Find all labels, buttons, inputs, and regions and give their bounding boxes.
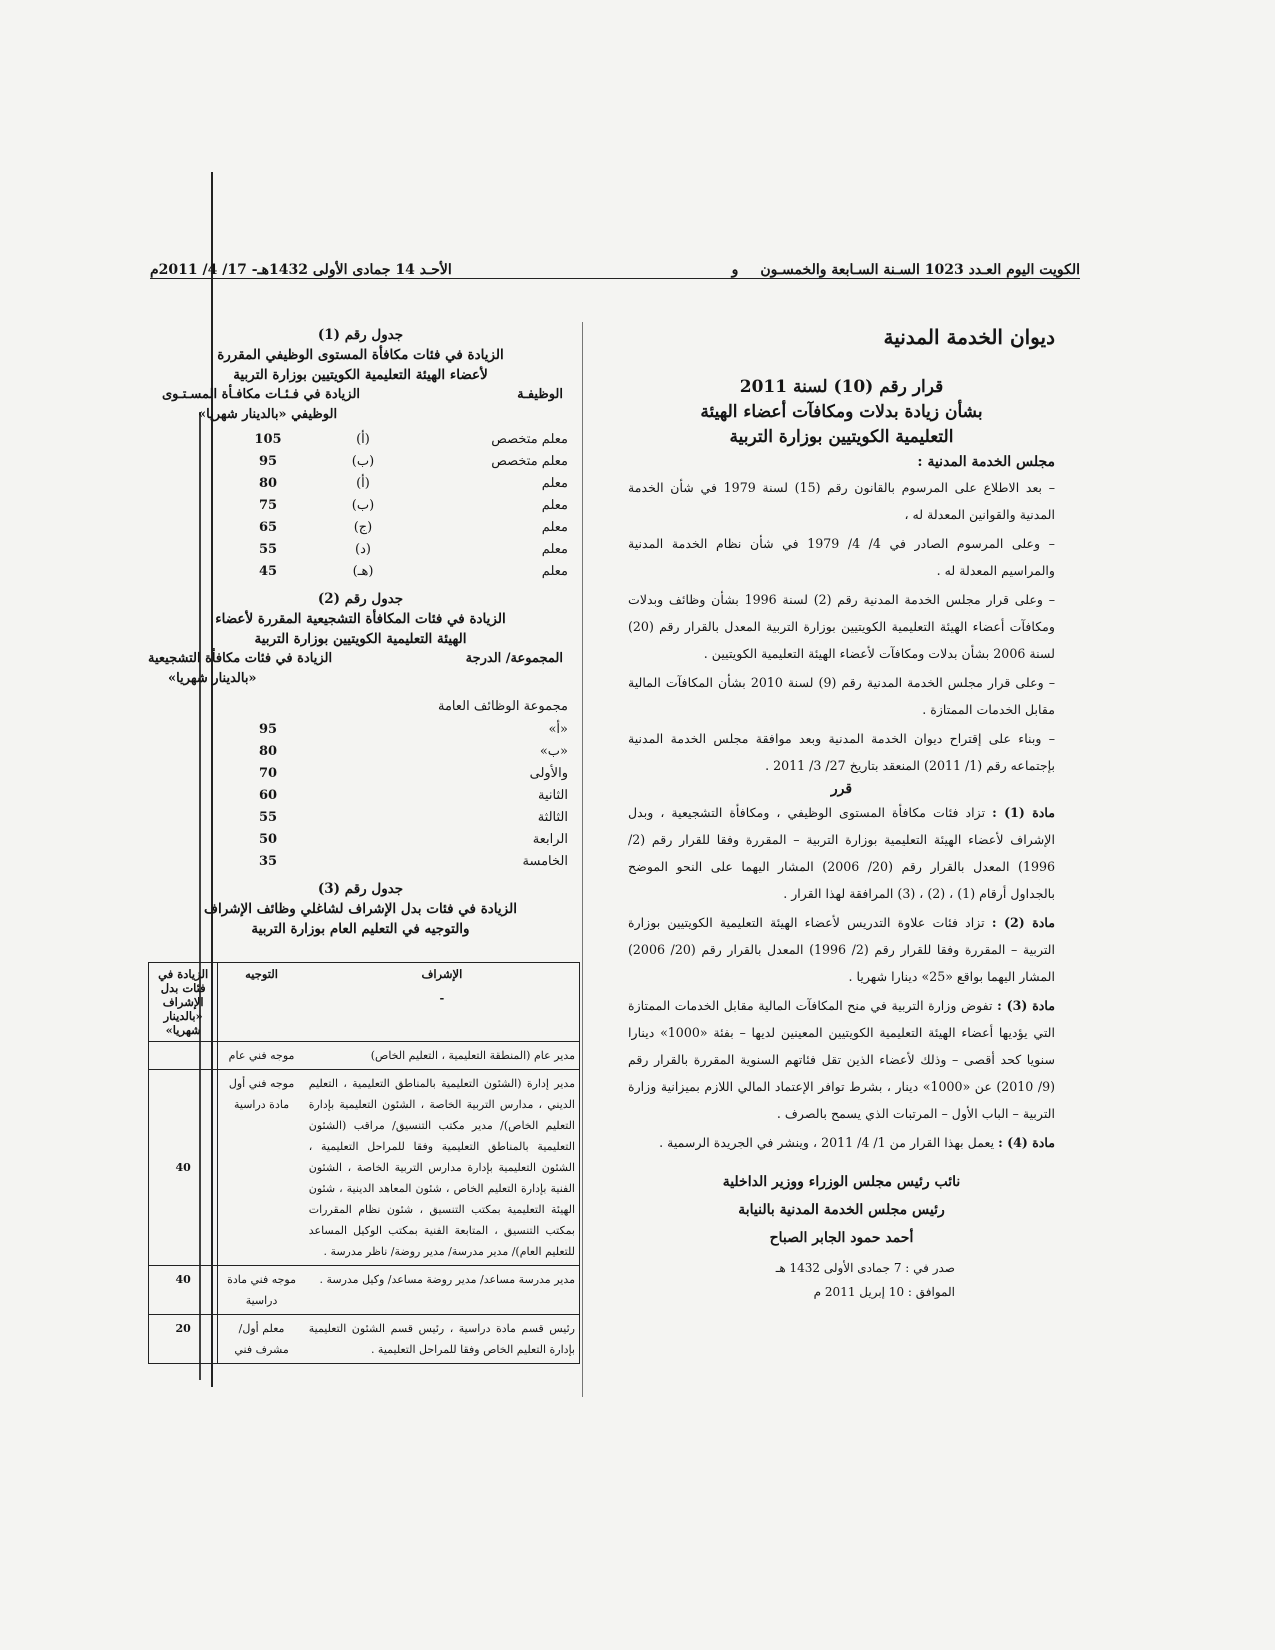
header-mark: و bbox=[731, 262, 739, 278]
table-row bbox=[148, 517, 573, 539]
grade-cell: (ج) bbox=[353, 520, 373, 535]
table3-title bbox=[148, 879, 573, 939]
value-cell: 95 bbox=[258, 454, 278, 469]
value-cell: 60 bbox=[258, 788, 278, 803]
article-2 bbox=[628, 909, 1055, 990]
table-row bbox=[148, 719, 573, 741]
job-cell: معلم bbox=[541, 498, 568, 513]
value-cell: 45 bbox=[258, 564, 278, 579]
table2-title-line: الهيئة التعليمية الكويتيين بوزارة التربية bbox=[254, 631, 467, 647]
grade-cell: الرابعة bbox=[532, 832, 568, 847]
preamble-paragraph: – وبناء على إقتراح ديوان الخدمة المدنية وبعد موافقة مجلس الخدمة المدنية بإجتماعه رقم (1/ 2011) المنعقد بتاريخ 27/ 3/ 2011 . bbox=[628, 731, 1055, 773]
table-row bbox=[148, 561, 573, 583]
table-row bbox=[148, 763, 573, 785]
table3-title-line: والتوجيه في التعليم العام بوزارة التربية bbox=[251, 921, 470, 937]
tables-column bbox=[148, 325, 573, 939]
table1-col-increase: الزيادة في فـئـات مكافـأة المسـتـوى bbox=[162, 387, 361, 402]
column-divider bbox=[582, 322, 583, 1397]
table3-col-supervision bbox=[305, 963, 579, 1042]
job-cell: معلم bbox=[541, 476, 568, 491]
table-row bbox=[149, 1266, 579, 1315]
value-cell: 50 bbox=[258, 832, 278, 847]
table-row bbox=[148, 807, 573, 829]
article-text: تزاد فئات مكافأة المستوى الوظيفي ، ومكافأة التشجيعية ، وبدل الإشراف لأعضاء الهيئة التعليمية بوزارة التربية – المقررة وفقا للقرار رقم (2/ 1996) المعدل بالقرار رقم (20/ 2006) المشار اليهما على النحو الموضح بالجداول أرقام (1) ، (2) ، (3) المرافقة لهذا القرار . bbox=[628, 805, 1056, 901]
table1-title-line: الزيادة في فئات مكافأة المستوى الوظيفي المقررة bbox=[217, 347, 504, 363]
signature-line: نائب رئيس مجلس الوزراء ووزير الداخلية bbox=[722, 1174, 961, 1190]
job-cell: معلم bbox=[541, 542, 568, 557]
grade-cell: (ب) bbox=[351, 498, 375, 513]
page-header bbox=[150, 244, 1080, 279]
article-label: مادة (2) : bbox=[991, 915, 1055, 930]
supervision-cell: رئيس قسم مادة دراسية ، رئيس قسم الشئون التعليمية بإدارة التعليم الخاص وفقا للمراحل التعليمية . bbox=[308, 1322, 575, 1356]
article-3 bbox=[628, 992, 1055, 1127]
preamble-paragraph: – بعد الاطلاع على المرسوم بالقانون رقم (15) لسنة 1979 في شأن الخدمة المدنية والقوانين المعدلة له ، bbox=[628, 480, 1056, 522]
guidance-cell: معلم أول/ مشرف فني bbox=[234, 1322, 289, 1356]
table1-body bbox=[148, 429, 573, 583]
decision-title-line: بشأن زيادة بدلات ومكافآت أعضاء الهيئة bbox=[700, 402, 983, 422]
table3-col-increase: الزيادة في فئات بدل الإشراف «بالدينار شهريا» bbox=[149, 963, 218, 1042]
table2-unit: «بالدينار شهريا» bbox=[168, 671, 257, 686]
grade-cell: (أ) bbox=[356, 432, 370, 447]
decision-title-line: قرار رقم (10) لسنة 2011 bbox=[739, 377, 944, 397]
grade-cell: الثالثة bbox=[537, 810, 568, 825]
article-label: مادة (4) : bbox=[998, 1135, 1055, 1150]
table-row bbox=[149, 1042, 579, 1070]
job-cell: معلم متخصص bbox=[491, 454, 568, 469]
table-row bbox=[148, 829, 573, 851]
council-heading: مجلس الخدمة المدنية : bbox=[917, 454, 1055, 470]
increase-cell: 40 bbox=[149, 1070, 218, 1266]
table3-grid bbox=[149, 963, 579, 1363]
value-cell: 95 bbox=[258, 722, 278, 737]
guidance-cell: موجه فني مادة دراسية bbox=[218, 1266, 305, 1315]
increase-cell bbox=[149, 1042, 218, 1070]
table3-header-row bbox=[149, 963, 579, 1042]
decision-column bbox=[628, 325, 1055, 1304]
article-text: تزاد فئات علاوة التدريس لأعضاء الهيئة التعليمية الكويتيين بوزارة التربية – المقررة وفقا للقرار رقم (2/ 1996) المعدل بالقرار رقم (20/ 2006) المشار اليهما بواقع «25» دينارا شهريا . bbox=[628, 915, 1056, 984]
table2-title-line: جدول رقم (2) bbox=[317, 591, 404, 607]
value-cell: 80 bbox=[258, 744, 278, 759]
article-4 bbox=[628, 1129, 1055, 1156]
header-date: الأحـد 14 جمادى الأولى 1432هـ- 17/ 4/ 2011م bbox=[150, 262, 452, 278]
grade-cell: (ب) bbox=[351, 454, 375, 469]
grade-cell: «أ» bbox=[548, 722, 568, 737]
header-dash: - bbox=[439, 991, 445, 1005]
issue-date bbox=[628, 1256, 1055, 1304]
value-cell: 65 bbox=[258, 520, 278, 535]
table-row bbox=[148, 539, 573, 561]
grade-cell: الخامسة bbox=[522, 854, 568, 869]
table2-header bbox=[148, 649, 573, 669]
table1-header bbox=[148, 385, 573, 405]
table2-group-label: مجموعة الوظائف العامة bbox=[438, 699, 568, 714]
table2-body bbox=[148, 719, 573, 873]
grade-cell: «ب» bbox=[539, 744, 568, 759]
header-issue: الكويت اليوم العـدد 1023 السـنة السـابعة والخمسـون bbox=[760, 262, 1080, 278]
table1-title-line: جدول رقم (1) bbox=[317, 327, 404, 343]
job-cell: معلم bbox=[541, 520, 568, 535]
article-1 bbox=[628, 799, 1055, 907]
preamble-paragraph: – وعلى قرار مجلس الخدمة المدنية رقم (9) لسنة 2010 بشأن المكافآت المالية مقابل الخدمات الممتازة . bbox=[628, 675, 1055, 717]
guidance-cell: موجه فني أول مادة دراسية bbox=[218, 1070, 305, 1266]
value-cell: 55 bbox=[258, 810, 278, 825]
table3 bbox=[148, 962, 580, 1364]
table2-title-line: الزيادة في فئات المكافأة التشجيعية المقررة لأعضاء bbox=[215, 611, 506, 627]
table3-title-line: جدول رقم (3) bbox=[317, 881, 404, 897]
table1-title-line: لأعضاء الهيئة التعليمية الكويتيين بوزارة التربية bbox=[233, 367, 488, 383]
table-row bbox=[148, 495, 573, 517]
table2-title bbox=[148, 589, 573, 649]
preamble-paragraph: – وعلى المرسوم الصادر في 4/ 4/ 1979 في شأن نظام الخدمة المدنية والمراسيم المعدلة له . bbox=[628, 536, 1055, 578]
article-text: يعمل بهذا القرار من 1/ 4/ 2011 ، وينشر في الجريدة الرسمية . bbox=[659, 1135, 995, 1150]
grade-cell: الثانية bbox=[538, 788, 568, 803]
increase-cell: 20 bbox=[149, 1315, 218, 1364]
signature-line: رئيس مجلس الخدمة المدنية بالنيابة bbox=[738, 1202, 945, 1218]
table-row bbox=[148, 851, 573, 873]
supervision-cell: مدير مدرسة مساعد/ مدير روضة مساعد/ وكيل مدرسة . bbox=[305, 1266, 579, 1315]
value-cell: 105 bbox=[254, 432, 282, 447]
preamble-paragraph: – وعلى قرار مجلس الخدمة المدنية رقم (2) لسنة 1996 بشأن وظائف وبدلات ومكافآت أعضاء الهيئة التعليمية الكويتيين بوزارة التربية المعدل بالقرار رقم (20) لسنة 2006 بشأن بدلات ومكافآت لأعضاء الهيئة التعليمية الكويتيين . bbox=[628, 592, 1055, 661]
table2-col-increase: الزيادة في فئات مكافأة التشجيعية bbox=[148, 651, 333, 666]
job-cell: معلم bbox=[541, 564, 568, 579]
value-cell: 75 bbox=[258, 498, 278, 513]
value-cell: 35 bbox=[258, 854, 278, 869]
department-name: ديوان الخدمة المدنية bbox=[883, 325, 1055, 349]
supervision-cell: مدير إدارة (الشئون التعليمية بالمناطق التعليمية ، التعليم الديني ، مدارس التربية الخاصة ، الشئون التعليمية بإدارة التعليم الخاص)/ مدير مكتب التنسيق/ مراقب (الشئون التعليمية بالمناطق التعليمية وفقا للمراحل التعليمية ، الشئون التعليمية بإدارة مدارس التربية الخاصة ، الشئون الفنية بإدارة التعليم الخاص ، شئون المعاهد الدينية ، شئون الهيئة التعليمية بمكتب التنسيق ، شئون نظام المقررات بمكتب التنسيق ، المتابعة الفنية بمكتب الوكيل المساعد للتعليم العام)/ مدير مدرسة/ مدير روضة/ ناظر مدرسة . bbox=[305, 1070, 579, 1266]
decision-title bbox=[628, 375, 1055, 450]
col-supervision-label: الإشراف bbox=[421, 967, 463, 981]
table1-col-job: الوظيفـة bbox=[517, 387, 563, 402]
job-cell: معلم متخصص bbox=[491, 432, 568, 447]
grade-cell: والأولى bbox=[529, 766, 568, 781]
grade-cell: (د) bbox=[355, 542, 371, 557]
table-row bbox=[148, 741, 573, 763]
table3-col-guidance: التوجيه bbox=[218, 963, 305, 1042]
article-label: مادة (3) : bbox=[997, 998, 1055, 1013]
table-row bbox=[149, 1070, 579, 1266]
grade-cell: (أ) bbox=[356, 476, 370, 491]
supervision-cell: مدير عام (المنطقة التعليمية ، التعليم الخاص) bbox=[305, 1042, 579, 1070]
decision-title-line: التعليمية الكويتيين بوزارة التربية bbox=[729, 427, 954, 447]
table2-col-group: المجموعة/ الدرجة bbox=[465, 651, 563, 666]
value-cell: 70 bbox=[258, 766, 278, 781]
table-row bbox=[148, 451, 573, 473]
decided-heading: قرر bbox=[830, 781, 853, 797]
table1-title bbox=[148, 325, 573, 385]
table-row bbox=[149, 1315, 579, 1364]
guidance-cell: موجه فني عام bbox=[218, 1042, 305, 1070]
signature-line: أحمد حمود الجابر الصباح bbox=[769, 1230, 914, 1246]
table-row bbox=[148, 785, 573, 807]
value-cell: 80 bbox=[258, 476, 278, 491]
increase-cell: 40 bbox=[149, 1266, 218, 1315]
table-row bbox=[148, 473, 573, 495]
table3-title-line: الزيادة في فئات بدل الإشراف لشاغلي وظائف الإشراف bbox=[204, 901, 517, 917]
article-label: مادة (1) : bbox=[992, 805, 1055, 820]
signature-block bbox=[628, 1168, 1055, 1252]
table1-unit: الوظيفي «بالدينار شهريا» bbox=[198, 407, 338, 422]
grade-cell: (هـ) bbox=[352, 564, 374, 579]
article-text: تفوض وزارة التربية في منح المكافآت المالية مقابل الخدمات الممتازة التي يؤديها أعضاء الهيئة التعليمية الكويتيين المعينين لديها – بفئة «1000» دينارا سنويا كحد أقصى – وذلك لأعضاء الذين تقل فئاتهم السنوية المقررة بالقرار رقم (9/ 2010) عن «1000» دينار ، بشرط توافر الإعتماد المالي اللازم بميزانية وزارة التربية – الباب الأول – المرتبات الذي يسمح بالصرف . bbox=[628, 998, 1055, 1121]
issued-hijri: صدر في : 7 جمادى الأولى 1432 هـ bbox=[775, 1261, 955, 1275]
value-cell: 55 bbox=[258, 542, 278, 557]
issued-gregorian: الموافق : 10 إبريل 2011 م bbox=[813, 1285, 955, 1299]
table-row bbox=[148, 429, 573, 451]
